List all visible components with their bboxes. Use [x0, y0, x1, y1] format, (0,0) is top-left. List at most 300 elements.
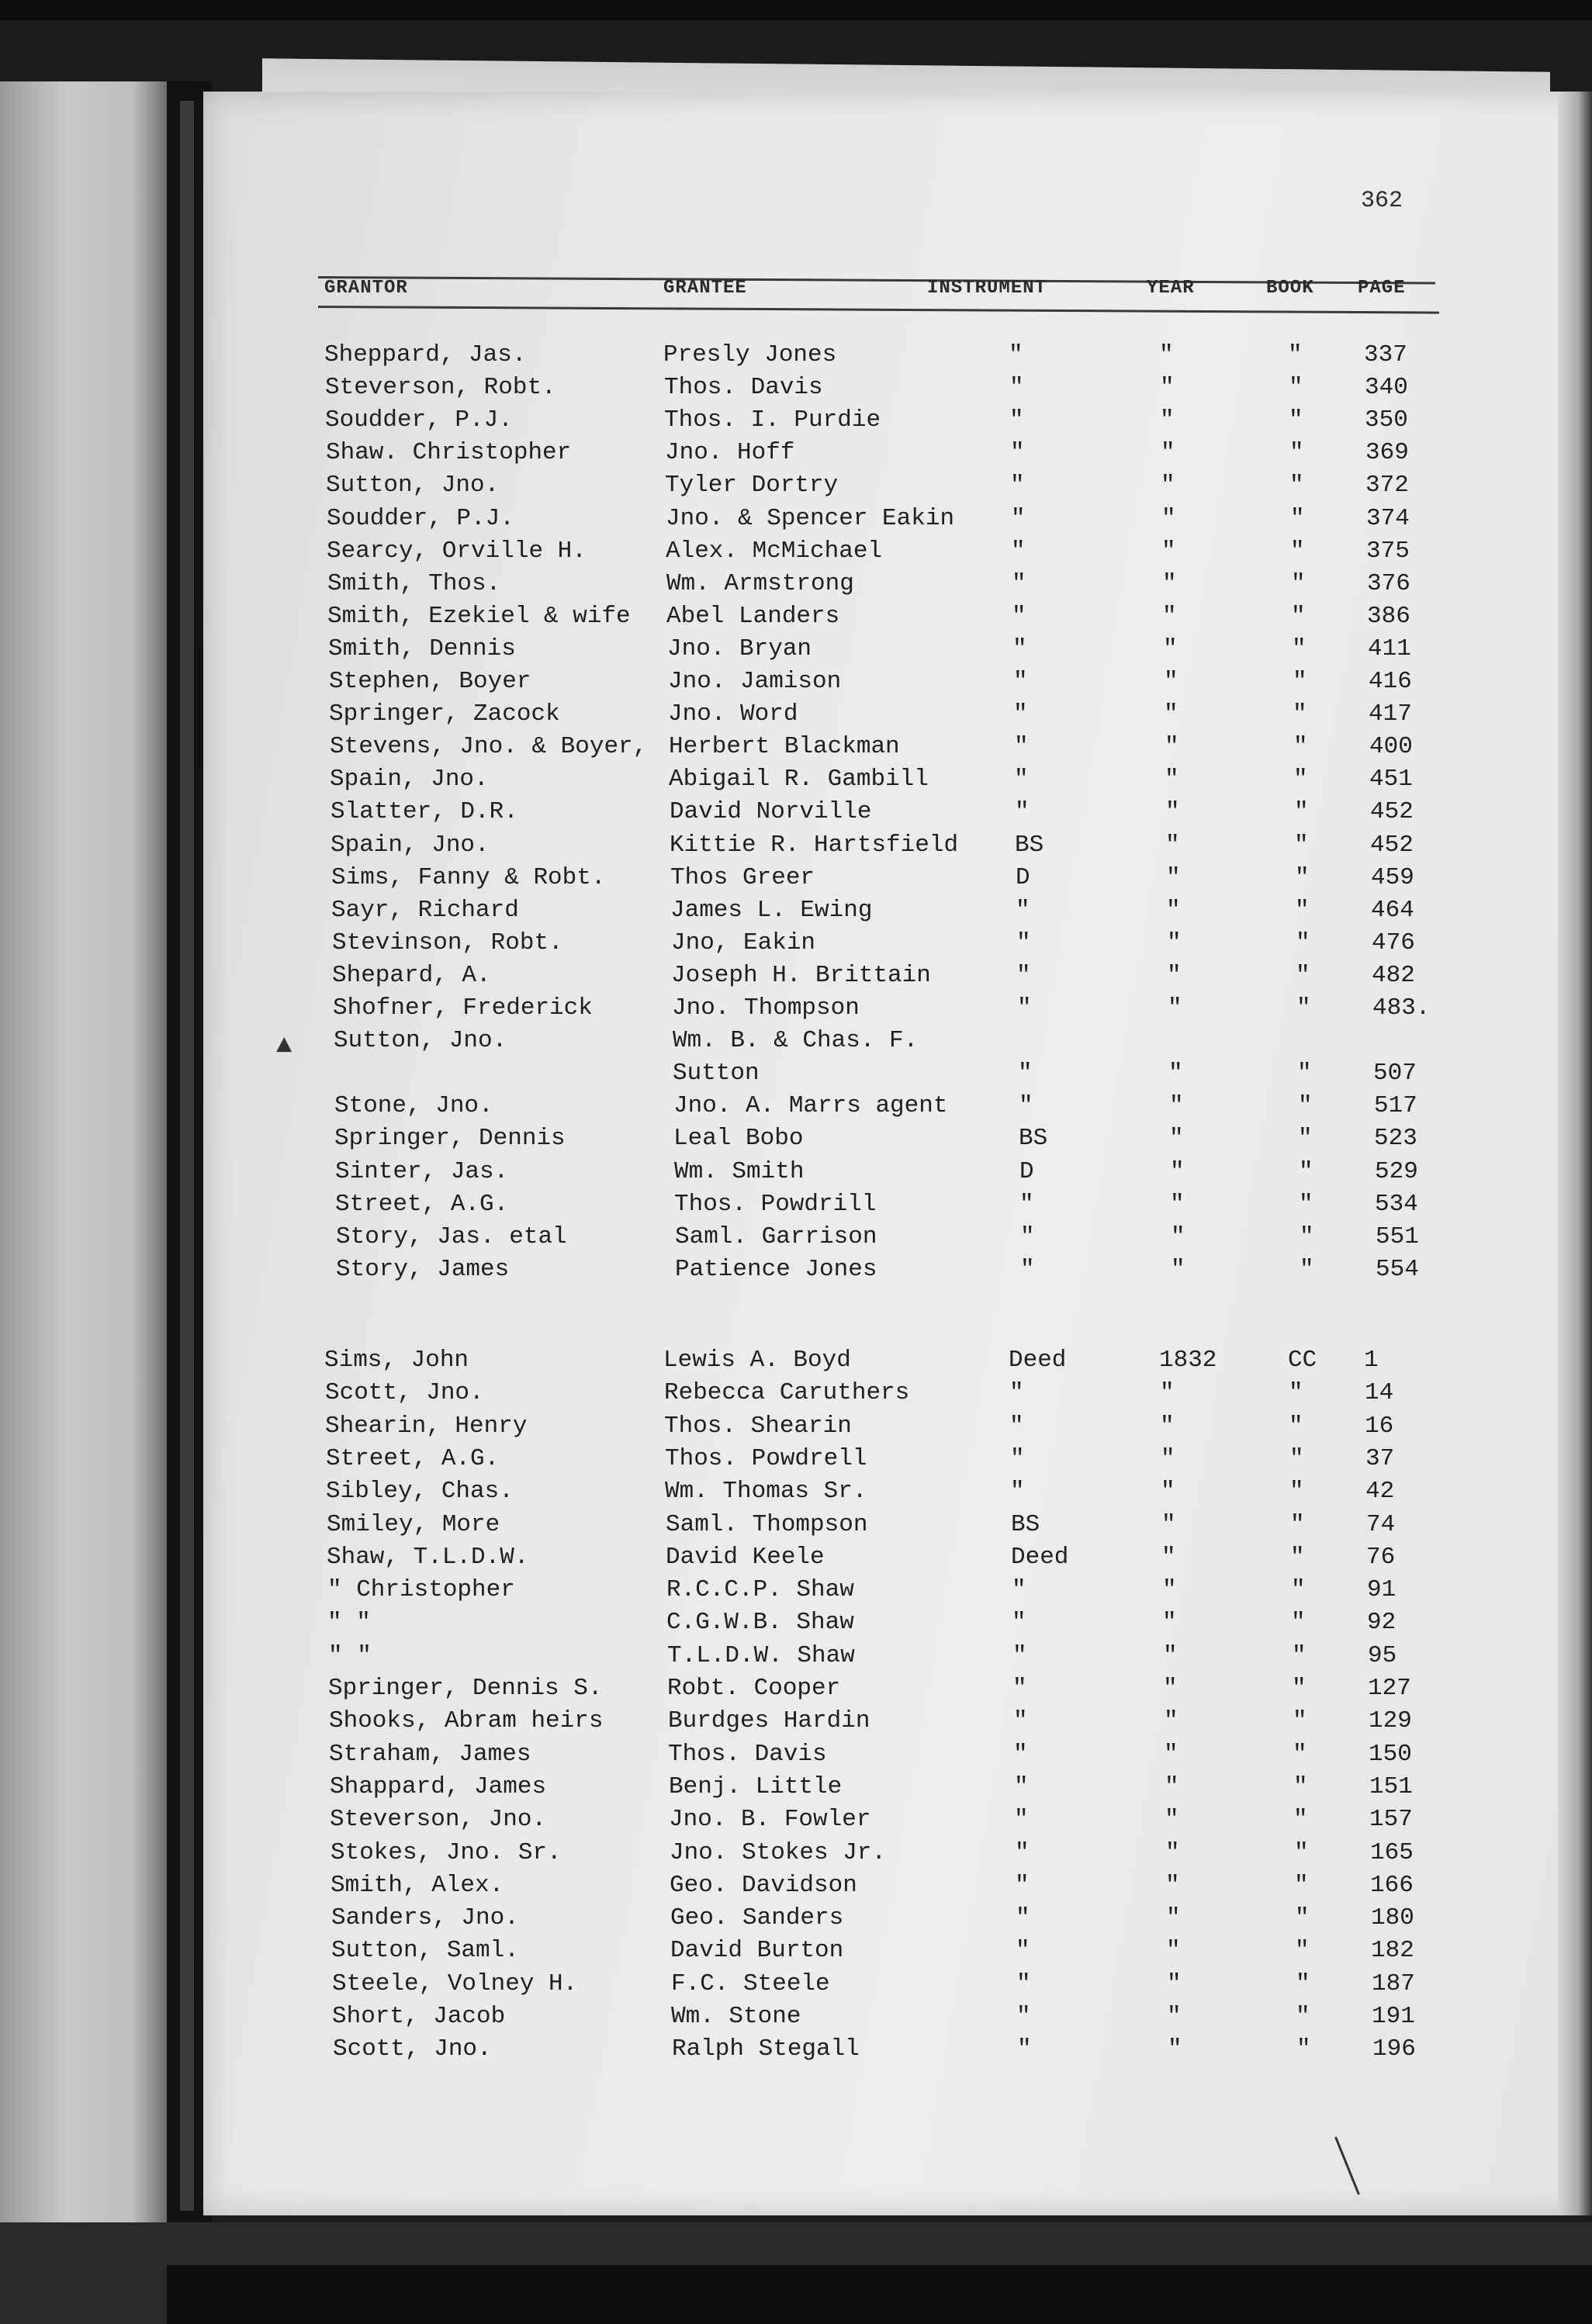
cell-grantee: Wm. Thomas Sr. — [665, 1478, 867, 1506]
cell-grantee: Jno. Thompson — [672, 994, 860, 1022]
cell-instrument: " — [1020, 1255, 1035, 1283]
cell-grantee: Wm. Stone — [671, 2003, 801, 2030]
cell-year: " — [1164, 668, 1178, 695]
header-book: BOOK — [1266, 278, 1314, 299]
cell-page: 157 — [1369, 1806, 1413, 1834]
cell-book: " — [1296, 961, 1310, 989]
cell-grantee: Jno. A. Marrs agent — [673, 1092, 948, 1120]
header-year: YEAR — [1147, 278, 1195, 299]
cell-year: " — [1161, 504, 1176, 532]
cell-grantor: Spain, Jno. — [331, 831, 490, 859]
cell-page: 180 — [1371, 1904, 1414, 1932]
cell-book: " — [1291, 1609, 1306, 1637]
ghost-text — [0, 175, 151, 196]
cell-grantee: Burdges Hardin — [668, 1707, 870, 1735]
cell-grantor: Sinter, Jas. — [335, 1157, 509, 1185]
cell-book: " — [1290, 537, 1305, 565]
cell-book: " — [1293, 766, 1308, 794]
table-row — [0, 341, 1592, 372]
cell-grantee: Jno. Hoff — [665, 439, 795, 467]
table-row — [2, 1544, 1592, 1575]
cell-year: " — [1166, 1904, 1181, 1932]
cell-grantee: Abel Landers — [666, 602, 840, 630]
cell-instrument: " — [1012, 1576, 1026, 1604]
cell-year: " — [1166, 1937, 1181, 1965]
cell-grantee: Leal Bobo — [673, 1125, 804, 1153]
cell-book: " — [1300, 1255, 1314, 1283]
cell-grantee: Presly Jones — [663, 341, 837, 368]
cell-page: 452 — [1370, 831, 1414, 859]
cell-book: " — [1289, 1379, 1303, 1407]
cell-grantee: Jno. Stokes Jr. — [670, 1838, 887, 1866]
ghost-text — [0, 207, 151, 229]
cell-book: " — [1295, 1904, 1310, 1932]
cell-grantor: Steele, Volney H. — [332, 1970, 578, 1997]
cell-book: " — [1290, 1543, 1305, 1571]
cell-grantor: " " — [328, 1641, 372, 1669]
table-row — [10, 1092, 1592, 1123]
cell-grantee: Thos. I. Purdie — [664, 406, 881, 434]
cell-book: " — [1297, 1060, 1312, 1088]
table-row — [5, 1707, 1592, 1738]
cell-instrument: " — [1009, 1412, 1024, 1440]
cell-year: " — [1161, 439, 1175, 467]
table-row — [9, 1027, 1592, 1058]
cell-year: " — [1161, 1543, 1176, 1571]
cell-instrument: " — [1016, 929, 1031, 956]
cell-page: 411 — [1368, 635, 1411, 662]
cell-year: " — [1165, 831, 1180, 859]
cell-instrument: " — [1010, 1478, 1025, 1506]
cell-grantor: Sheppard, Jas. — [324, 341, 527, 368]
cell-year: " — [1163, 1675, 1178, 1702]
cell-page: 92 — [1367, 1609, 1396, 1637]
cell-year: " — [1165, 798, 1180, 826]
table-row — [12, 1256, 1592, 1287]
cell-book: " — [1294, 831, 1309, 859]
cell-instrument: D — [1016, 863, 1030, 891]
margin-mark: ▲ — [276, 1032, 292, 1061]
cell-grantor: Shofner, Frederick — [333, 994, 593, 1022]
cell-page: 483. — [1372, 994, 1431, 1022]
cell-grantor: Smiley, More — [327, 1510, 500, 1538]
table-row — [4, 1675, 1592, 1706]
cell-page: 400 — [1369, 733, 1413, 761]
cell-grantor: Straham, James — [329, 1740, 531, 1768]
table-row — [9, 1060, 1592, 1091]
cell-instrument: " — [1014, 1806, 1029, 1834]
cell-grantor: Sutton, Saml. — [331, 1937, 519, 1965]
cell-year: " — [1161, 1510, 1176, 1538]
cell-instrument: " — [1010, 439, 1025, 467]
cell-book: " — [1289, 472, 1304, 500]
cell-year: " — [1163, 1641, 1178, 1669]
ghost-text — [0, 1310, 151, 1332]
cell-instrument: " — [1016, 1937, 1030, 1965]
cell-instrument: BS — [1019, 1125, 1048, 1153]
cell-year: " — [1165, 766, 1179, 794]
cell-grantee: David Burton — [670, 1937, 844, 1965]
cell-grantor: Shooks, Abram heirs — [329, 1707, 604, 1735]
cell-book: " — [1295, 863, 1310, 891]
cell-book: " — [1298, 1125, 1313, 1153]
cell-book: " — [1292, 635, 1306, 662]
cell-book: " — [1299, 1190, 1313, 1218]
cell-book: " — [1300, 1223, 1314, 1250]
cell-grantee: Wm. B. & Chas. F. — [673, 1027, 919, 1055]
cell-instrument: BS — [1011, 1510, 1040, 1538]
cell-grantee: David Keele — [666, 1543, 825, 1571]
cell-grantee: Tyler Dortry — [665, 472, 839, 500]
cell-grantor: Shaw, T.L.D.W. — [327, 1543, 529, 1571]
cell-instrument: D — [1019, 1157, 1034, 1185]
cell-year: " — [1164, 1740, 1178, 1768]
cell-grantor: Slatter, D.R. — [331, 798, 518, 826]
cell-instrument: " — [1011, 537, 1026, 565]
cell-instrument: " — [1014, 733, 1029, 761]
cell-year: " — [1163, 635, 1178, 662]
cell-year: " — [1169, 1092, 1184, 1120]
cell-page: 451 — [1369, 766, 1413, 794]
cell-year: " — [1168, 2035, 1182, 2063]
cell-instrument: " — [1010, 1444, 1025, 1472]
table-row — [2, 505, 1592, 536]
cell-grantor: Smith, Thos. — [327, 569, 501, 597]
cell-year: " — [1160, 374, 1175, 402]
cell-instrument: " — [1012, 1641, 1027, 1669]
cell-grantee: Thos. Powdrell — [665, 1444, 867, 1472]
cell-year: " — [1165, 1772, 1179, 1800]
cell-year: " — [1170, 1190, 1185, 1218]
cell-grantor: Sims, John — [324, 1347, 469, 1374]
cell-page: 95 — [1368, 1641, 1397, 1669]
cell-instrument: " — [1016, 961, 1031, 989]
table-row — [3, 570, 1592, 601]
cell-grantor: Smith, Ezekiel & wife — [327, 602, 631, 630]
table-row — [4, 1642, 1592, 1673]
cell-page: 196 — [1372, 2035, 1416, 2063]
cell-grantor: Stevens, Jno. & Boyer, — [330, 733, 648, 761]
cell-grantee: Thos. Davis — [668, 1740, 827, 1768]
cell-grantor: Sibley, Chas. — [326, 1478, 514, 1506]
cell-instrument: " — [1015, 1871, 1030, 1899]
cell-grantee: Sutton — [673, 1060, 760, 1088]
cell-page: 374 — [1366, 504, 1410, 532]
cell-year: " — [1161, 472, 1175, 500]
cell-grantee: C.G.W.B. Shaw — [666, 1609, 854, 1637]
table-row — [7, 1904, 1592, 1935]
table-row — [5, 733, 1592, 764]
ghost-text — [0, 272, 151, 294]
cell-page: 482 — [1372, 961, 1415, 989]
table-row — [9, 2035, 1592, 2066]
cell-book: " — [1289, 1444, 1304, 1472]
cell-year: " — [1171, 1255, 1185, 1283]
cell-year: " — [1159, 341, 1174, 368]
cell-grantor: Smith, Dennis — [328, 635, 516, 662]
cell-year: " — [1169, 1125, 1184, 1153]
cell-book: " — [1296, 1970, 1310, 1997]
cell-year: " — [1160, 1379, 1175, 1407]
cell-grantor: Steverson, Robt. — [325, 374, 556, 402]
cell-instrument: " — [1012, 1675, 1027, 1702]
cell-grantee: Thos. Shearin — [664, 1412, 852, 1440]
cell-page: 76 — [1366, 1543, 1396, 1571]
cell-page: 340 — [1365, 374, 1408, 402]
cell-page: 369 — [1365, 439, 1409, 467]
cell-year: " — [1168, 994, 1182, 1022]
cell-book: " — [1289, 406, 1303, 434]
table-row — [8, 929, 1592, 960]
cell-book: " — [1289, 1412, 1303, 1440]
cell-page: 74 — [1366, 1510, 1396, 1538]
cell-grantee: F.C. Steele — [671, 1970, 830, 1997]
table-row — [1, 1379, 1592, 1410]
cell-grantee: Alex. McMichael — [666, 537, 883, 565]
cell-book: " — [1294, 798, 1309, 826]
film-top-strip — [0, 0, 1592, 20]
cell-page: 534 — [1375, 1190, 1418, 1218]
cell-page: 166 — [1370, 1871, 1414, 1899]
table-row — [2, 472, 1592, 503]
cell-instrument: " — [1016, 1904, 1030, 1932]
cell-grantee: Jno. Word — [668, 700, 798, 728]
cell-instrument: " — [1016, 896, 1030, 924]
film-bottom-shade — [167, 2265, 1592, 2324]
cell-grantee: Saml. Garrison — [675, 1223, 877, 1250]
cell-grantor: Sayr, Richard — [331, 896, 519, 924]
cell-instrument: " — [1013, 700, 1028, 728]
cell-grantor: Spain, Jno. — [330, 766, 489, 794]
table-row — [11, 1158, 1592, 1189]
cell-page: 417 — [1369, 700, 1412, 728]
cell-page: 386 — [1367, 602, 1410, 630]
cell-book: " — [1292, 1675, 1306, 1702]
cell-page: 337 — [1364, 341, 1407, 368]
cell-book: " — [1293, 1707, 1307, 1735]
cell-year: " — [1162, 1576, 1177, 1604]
header-grantee: GRANTEE — [663, 278, 747, 299]
cell-book: " — [1291, 1576, 1306, 1604]
cell-page: 1 — [1364, 1347, 1379, 1374]
cell-book: " — [1291, 569, 1306, 597]
cell-instrument: " — [1013, 1707, 1028, 1735]
cell-grantor: Story, Jas. etal — [336, 1223, 567, 1250]
cell-grantor: Street, A.G. — [326, 1444, 500, 1472]
cell-year: " — [1161, 1478, 1175, 1506]
cell-year: " — [1162, 569, 1177, 597]
cell-book: " — [1296, 994, 1311, 1022]
cell-grantor: Stokes, Jno. Sr. — [331, 1838, 562, 1866]
cell-grantor: Soudder, P.J. — [325, 406, 513, 434]
cell-instrument: Deed — [1009, 1347, 1067, 1374]
cell-grantee: Saml. Thompson — [666, 1510, 868, 1538]
cell-grantor: Short, Jacob — [332, 2003, 506, 2030]
cell-grantee: R.C.C.P. Shaw — [666, 1576, 854, 1604]
cell-page: 165 — [1370, 1838, 1414, 1866]
cell-instrument: " — [1009, 341, 1023, 368]
cell-grantee: Wm. Smith — [674, 1157, 805, 1185]
cell-page: 350 — [1365, 406, 1408, 434]
cell-grantee: Kittie R. Hartsfield — [670, 831, 959, 859]
cell-grantor: Sutton, Jno. — [334, 1027, 507, 1055]
cell-year: " — [1166, 896, 1181, 924]
cell-grantor: Searcy, Orville H. — [327, 537, 587, 565]
cell-grantee: Geo. Davidson — [670, 1871, 857, 1899]
cell-instrument: BS — [1015, 831, 1044, 859]
cell-grantee: Thos. Powdrill — [674, 1190, 877, 1218]
cell-page: 507 — [1373, 1060, 1417, 1088]
cell-instrument: " — [1012, 1609, 1026, 1637]
cell-instrument: " — [1012, 635, 1027, 662]
cell-year: " — [1165, 1838, 1180, 1866]
table-row — [8, 1970, 1592, 2001]
cell-grantee: Robt. Cooper — [667, 1675, 841, 1702]
cell-instrument: " — [1017, 2035, 1032, 2063]
table-row — [7, 897, 1592, 928]
cell-book: " — [1293, 733, 1308, 761]
table-row — [2, 439, 1592, 470]
cell-grantee: Jno, Eakin — [671, 929, 816, 956]
cell-instrument: Deed — [1011, 1543, 1069, 1571]
cell-year: " — [1168, 1060, 1183, 1088]
cell-grantor: Sanders, Jno. — [331, 1904, 519, 1932]
cell-instrument: " — [1013, 668, 1028, 695]
cell-grantor: " " — [327, 1609, 371, 1637]
page-number: 362 — [1361, 188, 1403, 214]
cell-year: " — [1162, 1609, 1177, 1637]
cell-book: " — [1295, 896, 1310, 924]
cell-instrument: " — [1013, 1740, 1028, 1768]
cell-year: " — [1165, 1806, 1179, 1834]
cell-page: 187 — [1372, 1970, 1415, 1997]
cell-instrument: " — [1016, 1970, 1031, 1997]
cell-year: " — [1160, 1412, 1175, 1440]
cell-year: " — [1170, 1157, 1185, 1185]
cell-grantor: Stephen, Boyer — [329, 668, 531, 695]
header-instrument: INSTRUMENT — [927, 278, 1047, 299]
cell-book: " — [1289, 374, 1303, 402]
cell-book: " — [1290, 1510, 1305, 1538]
cell-grantor: Shappard, James — [330, 1772, 547, 1800]
cell-instrument: " — [1015, 798, 1030, 826]
cell-book: " — [1293, 1806, 1308, 1834]
table-row — [5, 1773, 1592, 1804]
cell-book: " — [1295, 1937, 1310, 1965]
table-row — [2, 1478, 1592, 1509]
cell-page: 464 — [1371, 896, 1414, 924]
cell-grantee: T.L.D.W. Shaw — [667, 1641, 855, 1669]
ghost-text — [0, 305, 151, 327]
cell-instrument: " — [1012, 569, 1026, 597]
cell-year: " — [1166, 863, 1181, 891]
cell-page: 91 — [1367, 1576, 1396, 1604]
cell-grantor: Springer, Dennis S. — [328, 1675, 603, 1702]
cell-book: " — [1290, 504, 1305, 532]
cell-grantor: Shearin, Henry — [325, 1412, 528, 1440]
table-row — [3, 1609, 1592, 1640]
cell-grantee: Benj. Little — [669, 1772, 843, 1800]
table-row — [6, 832, 1592, 863]
cell-grantor: Sims, Fanny & Robt. — [331, 863, 606, 891]
cell-grantor: Story, James — [336, 1255, 510, 1283]
table-row — [1, 1413, 1592, 1444]
cell-book: " — [1293, 700, 1307, 728]
cell-grantor: Smith, Alex. — [331, 1871, 504, 1899]
cell-grantee: Joseph H. Brittain — [671, 961, 931, 989]
cell-year: " — [1160, 406, 1175, 434]
cell-grantor: Street, A.G. — [335, 1190, 509, 1218]
table-row — [5, 700, 1592, 731]
table-row — [3, 603, 1592, 634]
cell-instrument: " — [1016, 2003, 1031, 2030]
cell-year: " — [1164, 1707, 1178, 1735]
cell-instrument: " — [1014, 766, 1029, 794]
table-row — [5, 1741, 1592, 1772]
cell-page: 150 — [1369, 1740, 1412, 1768]
cell-book: " — [1294, 1871, 1309, 1899]
cell-instrument: " — [1019, 1092, 1033, 1120]
cell-page: 476 — [1372, 929, 1415, 956]
cell-grantee: Thos Greer — [670, 863, 815, 891]
cell-instrument: " — [1020, 1223, 1035, 1250]
cell-page: 459 — [1371, 863, 1414, 891]
table-row — [12, 1223, 1592, 1254]
cell-page: 191 — [1372, 2003, 1415, 2030]
cell-grantee: Wm. Armstrong — [666, 569, 854, 597]
cell-year: 1832 — [1159, 1347, 1217, 1374]
cell-grantor: Steverson, Jno. — [330, 1806, 547, 1834]
table-row — [2, 538, 1592, 569]
cell-year: " — [1162, 602, 1177, 630]
table-row — [10, 1125, 1592, 1156]
cell-grantee: Jno. & Spencer Eakin — [666, 504, 955, 532]
table-row — [8, 962, 1592, 993]
cell-grantor: Springer, Zacock — [329, 700, 560, 728]
table-row — [1, 406, 1592, 437]
table-row — [9, 994, 1592, 1025]
table-row — [3, 1576, 1592, 1607]
cell-page: 182 — [1371, 1937, 1414, 1965]
cell-year: " — [1161, 1444, 1175, 1472]
cell-page: 554 — [1376, 1255, 1419, 1283]
cell-year: " — [1164, 700, 1178, 728]
cell-year: " — [1167, 929, 1182, 956]
cell-year: " — [1171, 1223, 1185, 1250]
column-header-row — [318, 271, 1447, 306]
table-row — [6, 1872, 1592, 1903]
table-row — [2, 1445, 1592, 1476]
cell-page: 372 — [1365, 472, 1409, 500]
cell-grantee: Rebecca Caruthers — [664, 1379, 910, 1407]
cell-page: 529 — [1375, 1157, 1418, 1185]
cell-book: " — [1289, 439, 1304, 467]
cell-instrument: " — [1009, 406, 1024, 434]
cell-instrument: " — [1011, 504, 1026, 532]
table-row — [1, 374, 1592, 405]
cell-year: " — [1167, 1970, 1182, 1997]
cell-book: " — [1292, 1641, 1306, 1669]
cell-grantee: David Norville — [670, 798, 872, 826]
table-row — [8, 2003, 1592, 2034]
cell-grantee: Jno. B. Fowler — [669, 1806, 871, 1834]
cell-instrument: " — [1012, 602, 1026, 630]
cell-instrument: " — [1015, 1838, 1030, 1866]
cell-year: " — [1165, 1871, 1180, 1899]
cell-year: " — [1167, 2003, 1182, 2030]
cell-page: 375 — [1366, 537, 1410, 565]
table-row — [7, 864, 1592, 895]
